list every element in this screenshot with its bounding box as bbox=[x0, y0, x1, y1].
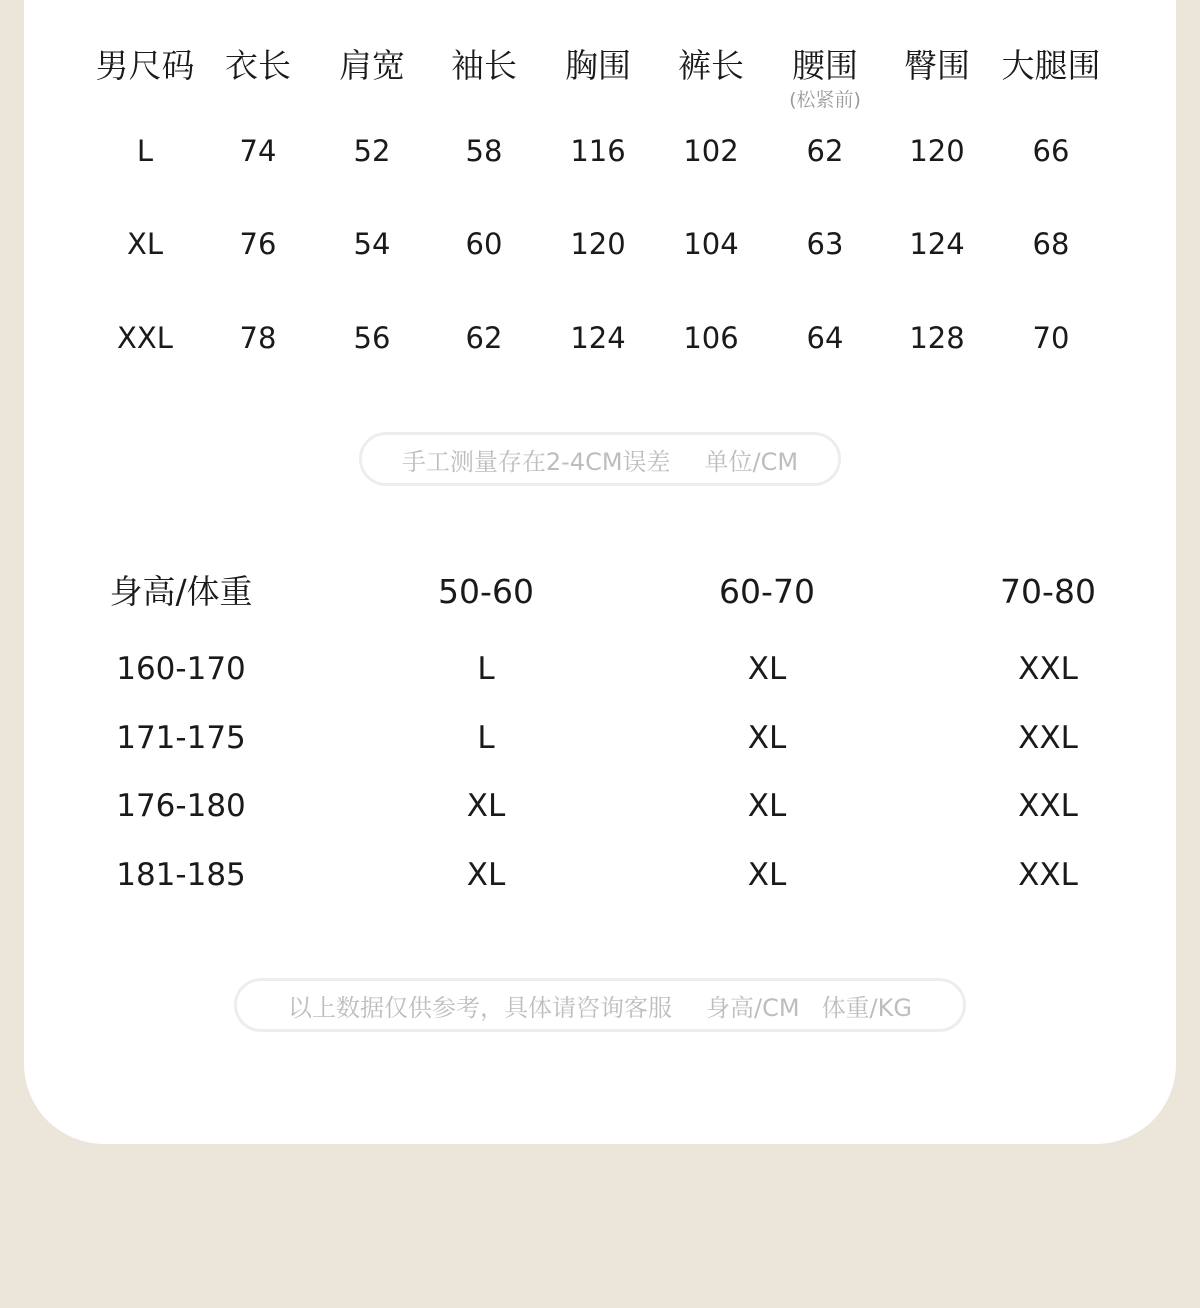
table-cell: 124 bbox=[570, 321, 626, 355]
header-shoulder: 肩宽 bbox=[339, 46, 405, 85]
measurement-note bbox=[359, 432, 841, 486]
table-cell: 52 bbox=[353, 134, 391, 168]
table-cell: XL bbox=[747, 788, 787, 824]
table-cell: L bbox=[477, 720, 495, 756]
table-cell: 181-185 bbox=[116, 857, 246, 893]
reference-text: 以上数据仅供参考，具体请咨询客服 bbox=[288, 993, 672, 1022]
reference-note bbox=[234, 978, 966, 1032]
header-waist: 腰围 bbox=[792, 46, 858, 85]
unit-text: 单位/CM bbox=[704, 447, 799, 476]
table-cell: 60 bbox=[465, 227, 503, 261]
table-cell: 62 bbox=[806, 134, 844, 168]
table-cell: XXL bbox=[1018, 788, 1078, 824]
table-cell: XL bbox=[466, 788, 506, 824]
table-cell: 76 bbox=[239, 227, 277, 261]
table-cell: 74 bbox=[239, 134, 277, 168]
height-unit-text: 身高/CM bbox=[706, 993, 800, 1022]
table-cell: 70 bbox=[1032, 321, 1070, 355]
table-cell: 56 bbox=[353, 321, 391, 355]
table-cell: 176-180 bbox=[116, 788, 246, 824]
table-cell: XXL bbox=[117, 321, 173, 355]
table-cell: XXL bbox=[1018, 857, 1078, 893]
table-cell: 63 bbox=[806, 227, 844, 261]
header-sleeve: 袖长 bbox=[451, 46, 517, 85]
table-cell: 116 bbox=[570, 134, 626, 168]
table-cell: XL bbox=[466, 857, 506, 893]
header-weight-range: 50-60 bbox=[438, 572, 534, 611]
header-height-weight: 身高/体重 bbox=[109, 572, 253, 611]
header-waist-note: (松紧前) bbox=[789, 89, 861, 111]
header-weight-range: 70-80 bbox=[1000, 572, 1096, 611]
table-cell: 66 bbox=[1032, 134, 1070, 168]
header-weight-range: 60-70 bbox=[719, 572, 815, 611]
header-hip: 臀围 bbox=[904, 46, 970, 85]
table-cell: XXL bbox=[1018, 651, 1078, 687]
table-cell: XL bbox=[747, 651, 787, 687]
header-length: 衣长 bbox=[225, 46, 291, 85]
weight-unit-text: 体重/KG bbox=[821, 993, 912, 1022]
table-cell: 160-170 bbox=[116, 651, 246, 687]
header-thigh: 大腿围 bbox=[1001, 46, 1101, 85]
table-cell: 54 bbox=[353, 227, 391, 261]
table-cell: XXL bbox=[1018, 720, 1078, 756]
table-cell: L bbox=[136, 134, 154, 168]
header-size: 男尺码 bbox=[95, 46, 195, 85]
table-cell: 124 bbox=[909, 227, 965, 261]
table-cell: XL bbox=[747, 857, 787, 893]
measurement-error-text: 手工测量存在2-4CM误差 bbox=[401, 447, 671, 476]
table-cell: 120 bbox=[570, 227, 626, 261]
header-chest: 胸围 bbox=[565, 46, 631, 85]
table-cell: 106 bbox=[683, 321, 739, 355]
table-cell: 104 bbox=[683, 227, 739, 261]
table-cell: 120 bbox=[909, 134, 965, 168]
table-cell: 58 bbox=[465, 134, 503, 168]
table-cell: 102 bbox=[683, 134, 739, 168]
table-cell: XL bbox=[126, 227, 164, 261]
header-pants-length: 裤长 bbox=[678, 46, 744, 85]
table-cell: 128 bbox=[909, 321, 965, 355]
table-cell: 78 bbox=[239, 321, 277, 355]
table-cell: XL bbox=[747, 720, 787, 756]
table-cell: L bbox=[477, 651, 495, 687]
table-cell: 171-175 bbox=[116, 720, 246, 756]
table-cell: 62 bbox=[465, 321, 503, 355]
table-cell: 68 bbox=[1032, 227, 1070, 261]
table-cell: 64 bbox=[806, 321, 844, 355]
